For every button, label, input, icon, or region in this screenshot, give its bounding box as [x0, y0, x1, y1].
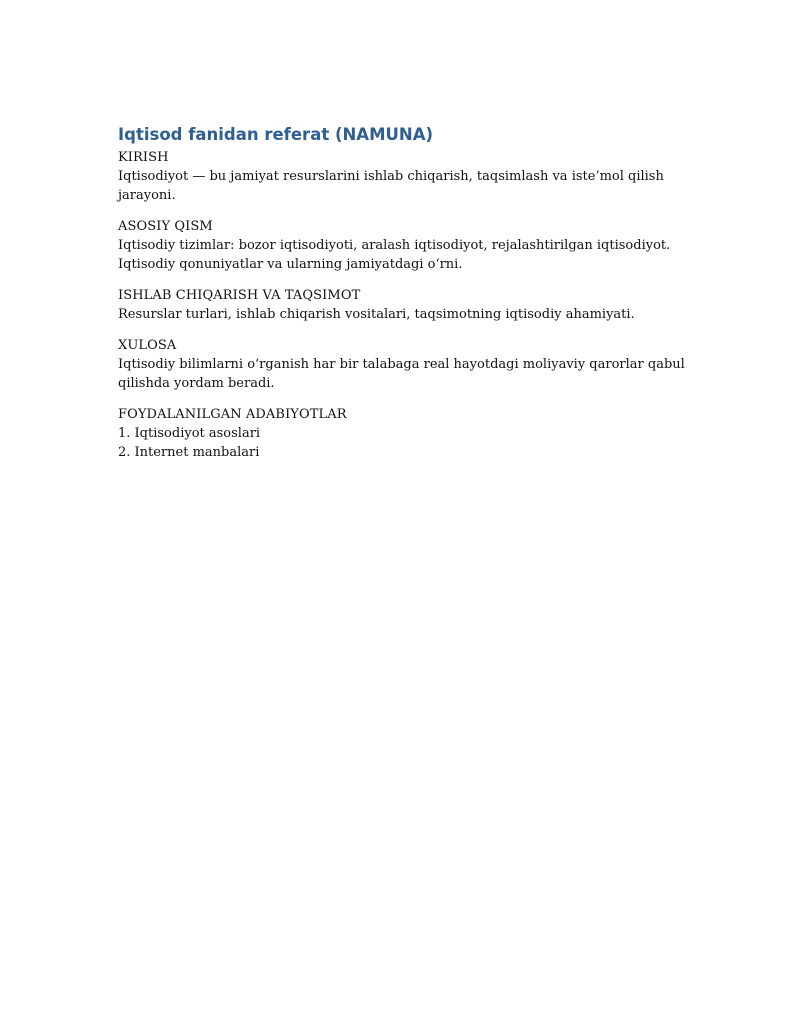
references-list [118, 424, 688, 462]
section-heading: ASOSIY QISM [118, 219, 213, 234]
section-asosiy-qism [118, 217, 688, 274]
section-body: Resurslar turlari, ishlab chiqarish vositalari, taqsimotning iqtisodiy ahamiyati. [118, 307, 635, 322]
section-ishlab-chiqarish [118, 286, 688, 324]
references-heading: FOYDALANILGAN ADABIYOTLAR [118, 407, 347, 422]
document-title: Iqtisod fanidan referat (NAMUNA) [118, 125, 434, 144]
section-kirish [118, 148, 688, 205]
section-heading: XULOSA [118, 338, 177, 353]
section-body: Iqtisodiyot — bu jamiyat resurslarini ishlab chiqarish, taqsimlash va iste’mol qilish jarayoni. [118, 169, 664, 203]
section-references [118, 405, 688, 462]
section-xulosa [118, 336, 688, 393]
document-page [118, 124, 688, 474]
section-heading: KIRISH [118, 150, 169, 165]
reference-item: 2. Internet manbalari [118, 445, 260, 460]
section-heading: ISHLAB CHIQARISH VA TAQSIMOT [118, 288, 361, 303]
reference-item: 1. Iqtisodiyot asoslari [118, 426, 261, 441]
section-body: Iqtisodiy bilimlarni o‘rganish har bir talabaga real hayotdagi moliyaviy qarorlar qabul qilishda yordam beradi. [118, 357, 685, 391]
section-body: Iqtisodiy tizimlar: bozor iqtisodiyoti, aralash iqtisodiyot, rejalashtirilgan iqtisodiyot. Iqtisodiy qonuniyatlar va ularning jamiyatdagi o‘rni. [118, 238, 671, 272]
